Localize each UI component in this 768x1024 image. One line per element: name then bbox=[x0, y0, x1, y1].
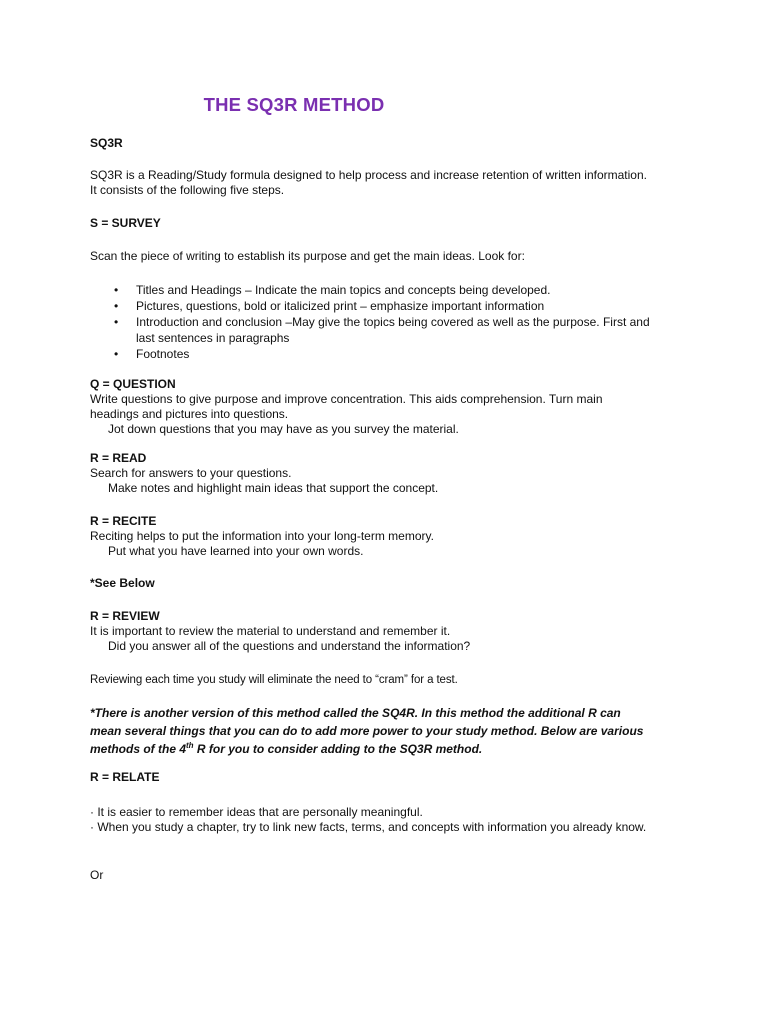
question-line-3: Jot down questions that you may have as you survey the material. bbox=[108, 422, 459, 436]
list-item bbox=[90, 282, 690, 298]
note-line-3b: R for you to consider adding to the SQ3R method. bbox=[193, 742, 483, 756]
or-text: Or bbox=[90, 868, 104, 882]
question-line-2: headings and pictures into questions. bbox=[90, 407, 289, 421]
relate-line-2: · When you study a chapter, try to link new facts, terms, and concepts with information you already know. bbox=[90, 820, 647, 834]
intro-paragraph bbox=[90, 168, 690, 198]
question-line-1: Write questions to give purpose and improve concentration. This aids comprehension. Turn main bbox=[90, 392, 603, 406]
review-line-2: Did you answer all of the questions and understand the information? bbox=[108, 639, 471, 653]
bullet-icon: • bbox=[114, 299, 119, 313]
review-heading: R = REVIEW bbox=[90, 609, 160, 623]
note-superscript: th bbox=[186, 741, 194, 750]
sq3r-heading: SQ3R bbox=[90, 136, 123, 150]
see-below-note: *See Below bbox=[90, 576, 155, 590]
relate-line-1: · It is easier to remember ideas that are personally meaningful. bbox=[90, 805, 423, 819]
read-section bbox=[90, 451, 690, 496]
bullet-text: Footnotes bbox=[136, 347, 190, 361]
bullet-text: Pictures, questions, bold or italicized print – emphasize important information bbox=[136, 299, 545, 313]
recite-heading: R = RECITE bbox=[90, 514, 157, 528]
sq4r-note bbox=[90, 704, 690, 758]
list-item bbox=[90, 346, 690, 362]
note-line-2: mean several things that you can do to add more power to your study method. Below are various bbox=[90, 724, 644, 738]
bullet-text-continued: last sentences in paragraphs bbox=[136, 331, 290, 345]
survey-bullet-list bbox=[90, 282, 690, 362]
intro-line-1: SQ3R is a Reading/Study formula designed to help process and increase retention of written information. bbox=[90, 168, 647, 182]
recite-line-2: Put what you have learned into your own words. bbox=[108, 544, 364, 558]
list-item bbox=[90, 314, 690, 346]
note-line-3a: methods of the 4 bbox=[90, 742, 187, 756]
survey-heading: S = SURVEY bbox=[90, 216, 161, 230]
read-heading: R = READ bbox=[90, 451, 147, 465]
review-line-3: Reviewing each time you study will eliminate the need to “cram” for a test. bbox=[90, 674, 458, 686]
note-line-1: *There is another version of this method called the SQ4R. In this method the additional R can bbox=[90, 706, 621, 720]
recite-line-1: Reciting helps to put the information into your long-term memory. bbox=[90, 529, 434, 543]
bullet-text: Titles and Headings – Indicate the main topics and concepts being developed. bbox=[136, 283, 551, 297]
survey-text: Scan the piece of writing to establish its purpose and get the main ideas. Look for: bbox=[90, 249, 525, 263]
read-line-1: Search for answers to your questions. bbox=[90, 466, 292, 480]
question-section bbox=[90, 377, 690, 437]
read-line-2: Make notes and highlight main ideas that support the concept. bbox=[108, 481, 439, 495]
question-heading: Q = QUESTION bbox=[90, 377, 176, 391]
review-line-1: It is important to review the material to understand and remember it. bbox=[90, 624, 451, 638]
list-item bbox=[90, 298, 690, 314]
bullet-text: Introduction and conclusion –May give the topics being covered as well as the purpose. First and bbox=[136, 315, 650, 329]
page-title: THE SQ3R METHOD bbox=[203, 94, 385, 115]
review-section bbox=[90, 609, 690, 654]
recite-section bbox=[90, 514, 690, 559]
bullet-icon: • bbox=[114, 347, 119, 361]
bullet-icon: • bbox=[114, 283, 119, 297]
intro-line-2: It consists of the following five steps. bbox=[90, 183, 285, 197]
document-body bbox=[90, 0, 690, 1024]
relate-text bbox=[90, 805, 690, 835]
relate-heading: R = RELATE bbox=[90, 770, 160, 784]
bullet-icon: • bbox=[114, 315, 119, 329]
